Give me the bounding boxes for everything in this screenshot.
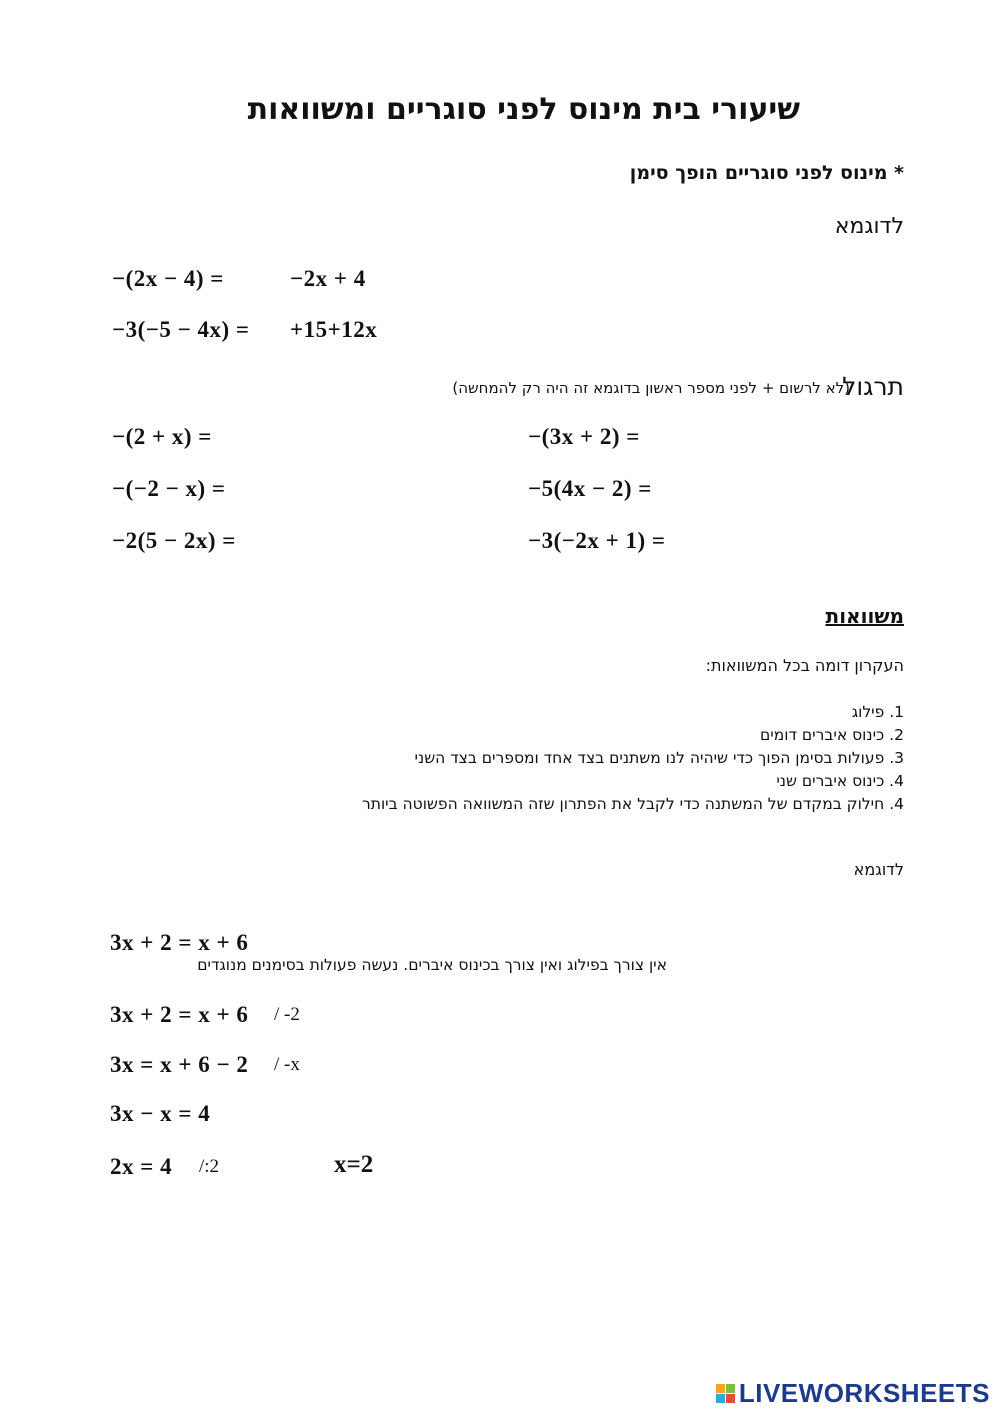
principle-text: העקרון דומה בכל המשוואות: [705, 656, 904, 675]
example-result: +15+12x [290, 317, 378, 342]
practice-exercise: −(−2 − x) = [112, 476, 226, 501]
practice-title: תרגול [842, 372, 904, 401]
page-title: שיעורי בית מינוס לפני סוגריים ומשוואות [247, 92, 800, 127]
example-equation: 3x + 2 = x + 6 [110, 930, 249, 955]
solution-step: 3x − x = 4 [110, 1101, 211, 1126]
logo-square [716, 1394, 725, 1403]
equations-heading: משוואות [825, 604, 904, 628]
example-expression: −3(−5 − 4x) = [112, 317, 250, 342]
example-label: לדוגמא [834, 214, 904, 239]
practice-exercise: −(2 + x) = [112, 424, 212, 449]
step-item: 3. פעולות בסימן הפוך כדי שיהיה לנו משתנים בצד אחד ומספרים בצד השני [414, 749, 904, 767]
liveworksheets-logo[interactable] [716, 1378, 990, 1409]
steps-list [204, 701, 904, 816]
step-item: 4. כינוס איברים שני [776, 772, 904, 790]
example-note: אין צורך בפילוג ואין צורך בכינוס איברים. נעשה פעולות בסימנים מנוגדים [197, 956, 667, 974]
practice-exercise: −3(−2x + 1) = [528, 528, 666, 553]
solution-step: 3x + 2 = x + 6 [110, 1002, 249, 1027]
equation-example-label: לדוגמא [853, 860, 904, 879]
practice-exercise: −5(4x − 2) = [528, 476, 652, 501]
solution-operation: / -2 [274, 1004, 300, 1025]
logo-square [726, 1384, 735, 1393]
logo-square [726, 1394, 735, 1403]
solution-operation: /:2 [199, 1156, 220, 1177]
example-result: −2x + 4 [290, 266, 366, 291]
step-item: 1. פילוג [851, 703, 904, 721]
logo-mark-icon [716, 1384, 735, 1403]
solution-operation: / -x [274, 1054, 300, 1075]
practice-note: (לא לרשום + לפני מספר ראשון בדוגמא זה היה רק להמחשה) [452, 379, 850, 397]
logo-text: LIVEWORKSHEETS [738, 1378, 990, 1408]
practice-exercise: −2(5 − 2x) = [112, 528, 236, 553]
example-expression: −(2x − 4) = [112, 266, 224, 291]
solution-step: 3x = x + 6 − 2 [110, 1052, 249, 1077]
solution-step: 2x = 4 [110, 1154, 173, 1179]
practice-exercise: −(3x + 2) = [528, 424, 640, 449]
logo-square [716, 1384, 725, 1393]
final-answer: x=2 [334, 1151, 374, 1178]
rule-statement: * מינוס לפני סוגריים הופך סימן [629, 162, 904, 184]
step-item: 4. חילוק במקדם של המשתנה כדי לקבל את הפתרון שזה המשוואה הפשוטה ביותר [362, 795, 904, 813]
step-item: 2. כינוס איברים דומים [760, 726, 904, 744]
